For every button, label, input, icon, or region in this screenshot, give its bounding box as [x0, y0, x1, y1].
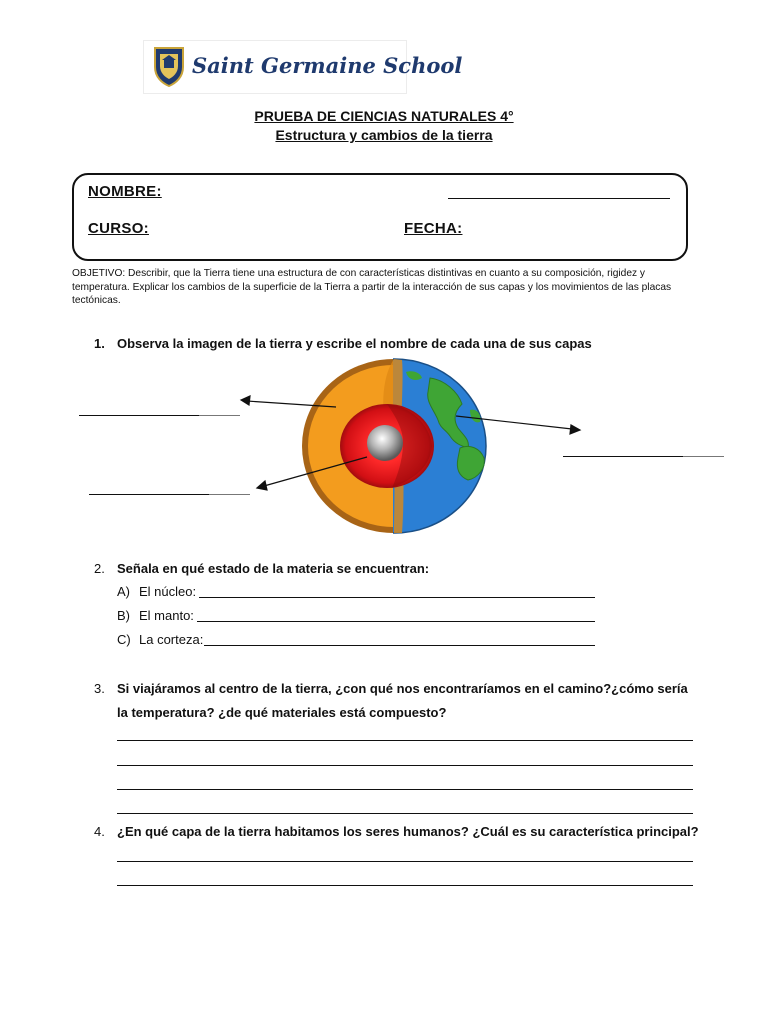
q3-answer-line-3[interactable]	[117, 789, 693, 790]
q2-answer-line-a[interactable]	[199, 597, 595, 598]
page-title: PRUEBA DE CIENCIAS NATURALES 4°	[254, 108, 514, 124]
objective-text: OBJETIVO: Describir, que la Tierra tiene una estructura de con características distintivas en cuanto a su composición, rigidez y temperatura. Explicar los cambios de la superficie de la Tierra a partir de la interacción de sus capas y los movimientos de las placas tectónicas.	[72, 268, 672, 306]
q1-number: 1.	[94, 336, 105, 351]
school-logo	[143, 40, 463, 94]
q4-text: ¿En qué capa de la tierra habitamos los seres humanos? ¿Cuál es su característica principal?	[117, 824, 699, 839]
school-crest-icon	[152, 45, 186, 87]
inner-core	[367, 425, 403, 461]
q3-answer-line-1[interactable]	[117, 740, 693, 741]
q3-text-line1: Si viajáramos al centro de la tierra, ¿con qué nos encontraríamos en el camino?¿cómo sería	[117, 681, 688, 696]
q4-answer-line-1[interactable]	[117, 861, 693, 862]
q2-item-c-label: La corteza:	[139, 632, 204, 647]
q2-answer-line-c[interactable]	[204, 645, 595, 646]
q1-text: Observa la imagen de la tierra y escribe el nombre de cada una de sus capas	[117, 336, 592, 351]
q1-answer-line-mantle-ext	[199, 415, 240, 416]
q2-item-b-letter: B)	[117, 608, 130, 623]
q3-answer-line-2[interactable]	[117, 765, 693, 766]
q2-text: Señala en qué estado de la materia se encuentran:	[117, 561, 430, 576]
q1-answer-line-mantle[interactable]	[79, 415, 199, 416]
earth-layers-diagram	[0, 355, 768, 540]
course-label: CURSO:	[88, 220, 149, 237]
school-name: Saint Germaine School	[192, 53, 463, 78]
q1-answer-line-core-ext	[209, 494, 250, 495]
q3-text-line2: la temperatura? ¿de qué materiales está compuesto?	[117, 705, 447, 720]
q2-answer-line-b[interactable]	[197, 621, 595, 622]
q1-answer-line-core[interactable]	[89, 494, 209, 495]
q3-number: 3.	[94, 681, 105, 696]
date-label: FECHA:	[404, 220, 463, 237]
name-label: NOMBRE:	[88, 183, 162, 200]
q2-item-b-label: El manto:	[139, 608, 194, 623]
q2-item-a-label: El núcleo:	[139, 584, 197, 599]
q2-item-c-letter: C)	[117, 632, 131, 647]
q3-answer-line-4[interactable]	[117, 813, 693, 814]
q4-answer-line-2[interactable]	[117, 885, 693, 886]
page-subtitle: Estructura y cambios de la tierra	[275, 127, 493, 143]
q1-answer-line-crust[interactable]	[563, 456, 683, 457]
q4-number: 4.	[94, 824, 105, 839]
q2-number: 2.	[94, 561, 105, 576]
q2-item-a-letter: A)	[117, 584, 130, 599]
q1-answer-line-crust-ext	[683, 456, 724, 457]
name-answer-line[interactable]	[448, 198, 670, 199]
student-info-box	[72, 173, 688, 261]
